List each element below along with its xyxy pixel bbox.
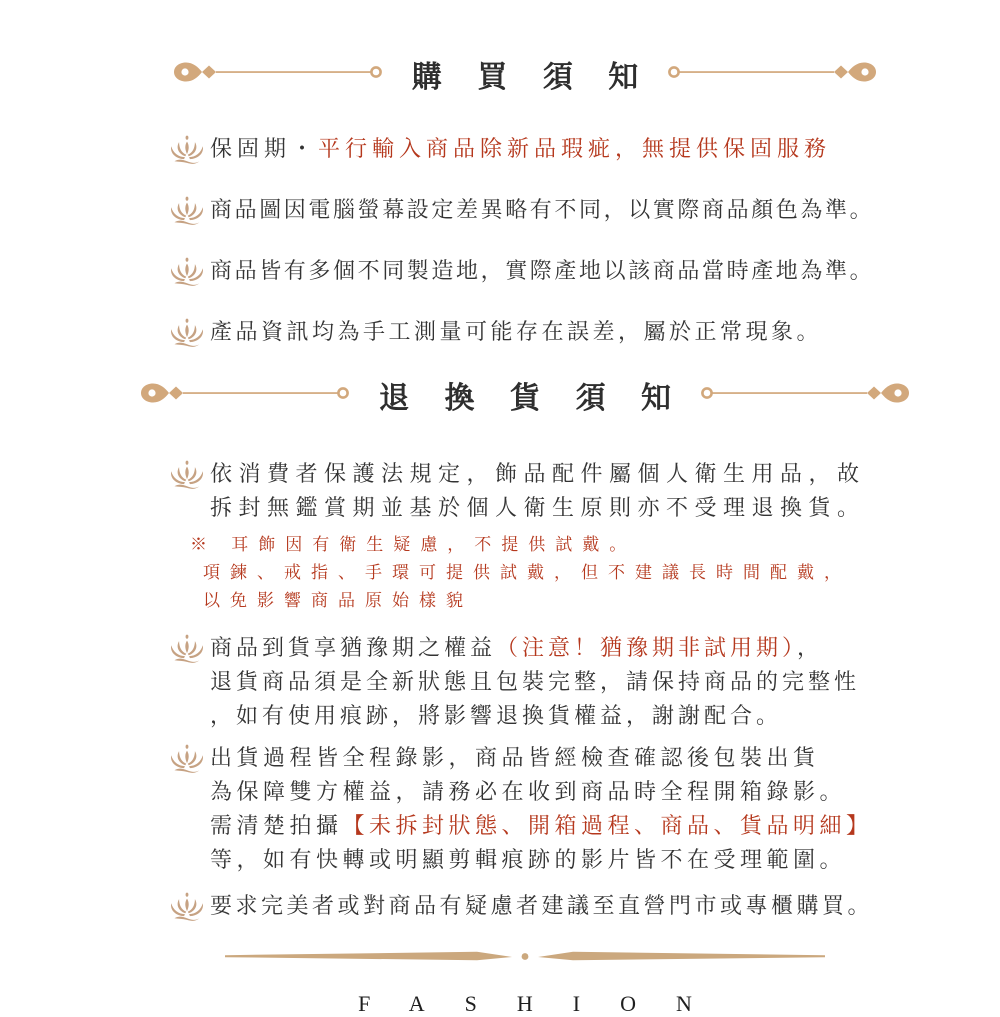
plant-ornament-icon: [170, 254, 210, 292]
notice-line: [210, 457, 866, 491]
notice-line: [210, 665, 860, 699]
notice-segment: 為保障雙方權益，請務必在收到商品時全程開箱錄影。: [210, 779, 847, 804]
notice-text: [190, 531, 851, 615]
plant-ornament-icon: [170, 132, 210, 170]
notice-segment: 要求完美者或對商品有疑慮者建議至直營門市或專櫃購買。: [210, 893, 874, 918]
notice-line: [203, 559, 851, 587]
notice-segment: 項鍊、戒指、手環可提供試戴，但不建議長時間配戴，: [203, 563, 851, 582]
notice-line: [210, 889, 873, 923]
notice-line: [190, 531, 851, 559]
notice-item: [170, 889, 880, 927]
notice-segment: 保固期・: [210, 136, 319, 161]
section-title: 退 換 貨 須 知: [379, 382, 685, 415]
notice-line: [210, 491, 866, 525]
notice-segment: （注意！猶豫期非試用期）: [496, 635, 798, 660]
notice-segment: 商品到貨享猶豫期之權益: [210, 635, 497, 660]
notice-line: [210, 315, 822, 349]
notice-line: [203, 587, 851, 615]
notice-segment: 以免影響商品原始樣貌: [203, 591, 473, 610]
notice-segment: 【未拆封狀態、開箱過程、商品、貨品明細】: [342, 813, 873, 838]
notice-line: [210, 699, 860, 733]
notice-segment: 商品圖因電腦螢幕設定差異略有不同，以實際商品顏色為準。: [210, 197, 875, 222]
notice-segment: ，: [797, 635, 824, 660]
notice-item: [170, 631, 880, 733]
section-return-notice: [170, 377, 880, 927]
notice-text: [210, 741, 873, 877]
flourish-line-right-icon: [699, 380, 911, 411]
section-header: [120, 377, 930, 413]
notice-item: [170, 254, 880, 292]
footer: [120, 950, 930, 1017]
notice-segment: 產品資訊均為手工測量可能存在誤差，屬於正常現象。: [210, 319, 823, 344]
plant-ornament-icon: [170, 193, 210, 231]
notice-segment: 需清楚拍攝: [210, 813, 343, 838]
flourish-line-left-icon: [139, 380, 351, 411]
notice-text: [210, 254, 874, 288]
section-purchase-notice: [170, 56, 880, 353]
section-header: [120, 56, 930, 92]
notice-text: [210, 631, 860, 733]
plant-ornament-icon: [170, 631, 210, 669]
notice-segment: 拆封無鑑賞期並基於個人衛生原則亦不受理退換貨。: [210, 495, 866, 520]
notice-item: [170, 741, 880, 877]
notice-segment: 出貨過程皆全程錄影，商品皆經檢查確認後包裝出貨: [210, 745, 820, 770]
notice-text: [210, 193, 874, 227]
section-items: [170, 457, 880, 927]
notice-text: [210, 132, 831, 166]
notice-line: [210, 843, 873, 877]
notice-text: [210, 889, 873, 923]
brand-wordmark: FASHION: [358, 991, 732, 1016]
plant-ornament-icon: [170, 457, 210, 495]
notice-line: [210, 631, 860, 665]
flourish-line-left-icon: [172, 59, 384, 90]
notice-item: [170, 315, 880, 353]
notice-line: [210, 741, 873, 775]
plant-ornament-icon: [170, 315, 210, 353]
notice-segment: 平行輸入商品除新品瑕疵，無提供保固服務: [318, 136, 832, 161]
notice-segment: 等，如有快轉或明顯剪輯痕跡的影片皆不在受理範圍。: [210, 847, 847, 872]
notice-segment: 商品皆有多個不同製造地，實際產地以該商品當時產地為準。: [210, 258, 875, 283]
notice-line: [210, 193, 874, 227]
section-title: 購 買 須 知: [411, 61, 653, 94]
notice-segment: 依消費者保護法規定，飾品配件屬個人衛生用品，故: [210, 461, 866, 486]
notice-item: [170, 132, 880, 170]
notice-text: [210, 315, 822, 349]
notice-segment: 退貨商品須是全新狀態且包裝完整，請保持商品的完整性: [210, 669, 861, 694]
notice-subnote: [190, 531, 880, 615]
notice-text: [210, 457, 866, 525]
notice-segment: ，如有使用痕跡，將影響退換貨權益，謝謝配合。: [210, 703, 783, 728]
notice-line: [210, 775, 873, 809]
tapered-divider-icon: [120, 950, 930, 969]
notice-line: [210, 254, 874, 288]
notice-segment: ※ 耳飾因有衛生疑慮，不提供試戴。: [190, 535, 637, 554]
notice-item: [170, 457, 880, 525]
flourish-line-right-icon: [666, 59, 878, 90]
plant-ornament-icon: [170, 741, 210, 779]
notice-item: [170, 193, 880, 231]
section-items: [170, 132, 880, 353]
notice-line: [210, 809, 873, 843]
plant-ornament-icon: [170, 889, 210, 927]
notice-line: [210, 132, 831, 166]
